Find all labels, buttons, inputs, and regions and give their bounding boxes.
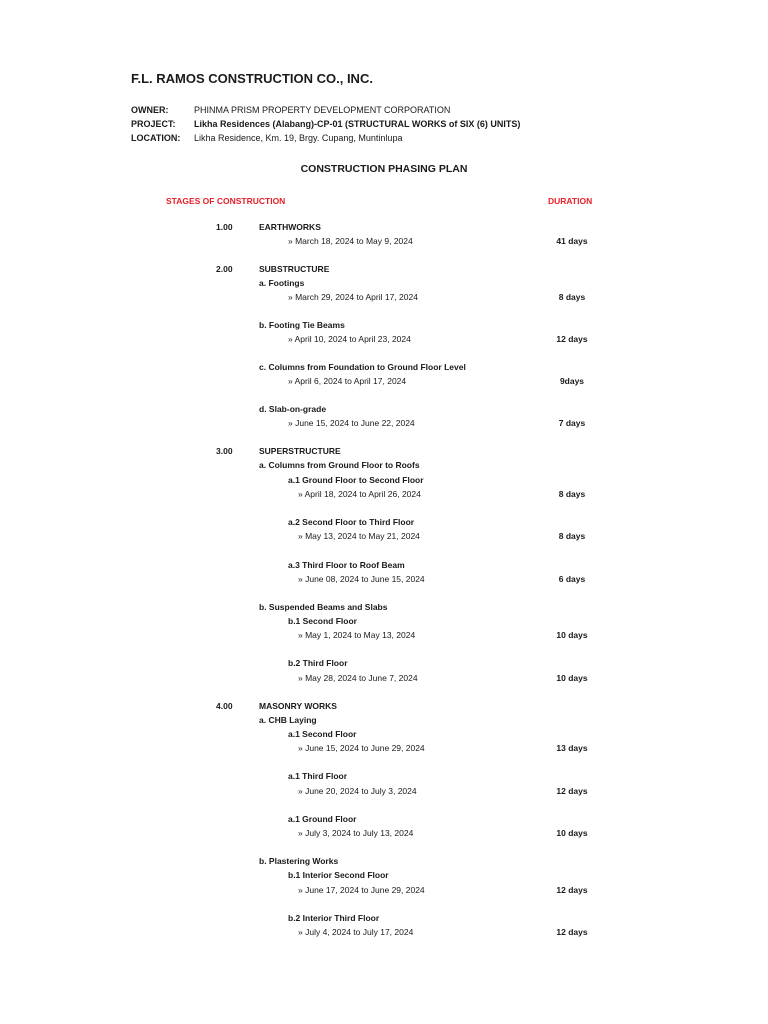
phase-row — [0, 913, 768, 927]
phase-row — [0, 362, 768, 376]
phase-row — [0, 376, 768, 390]
stage-label: a.1 Third Floor — [288, 771, 348, 781]
stage-label: a. CHB Laying — [259, 715, 317, 725]
project-value: Likha Residences (Alabang)-CP-01 (STRUCTURAL WORKS of SIX (6) UNITS) — [194, 119, 521, 129]
phase-row — [0, 814, 768, 828]
phase-row — [0, 460, 768, 474]
date-range: » June 15, 2024 to June 22, 2024 — [288, 418, 415, 428]
phase-row — [0, 531, 768, 545]
owner-label: OWNER: — [131, 105, 169, 115]
stage-label: b.1 Interior Second Floor — [288, 870, 389, 880]
phase-row — [0, 320, 768, 334]
phase-row — [0, 334, 768, 348]
phase-row — [0, 701, 768, 715]
stage-label: b.2 Interior Third Floor — [288, 913, 380, 923]
phase-row — [0, 729, 768, 743]
date-range: » June 20, 2024 to July 3, 2024 — [298, 786, 417, 796]
phase-row — [0, 828, 768, 842]
date-range: » May 1, 2024 to May 13, 2024 — [298, 630, 416, 640]
date-range: » March 18, 2024 to May 9, 2024 — [288, 236, 413, 246]
phase-row — [0, 418, 768, 432]
duration-value: 9days — [559, 376, 585, 386]
stage-number: 3.00 — [216, 446, 233, 456]
stage-label: SUPERSTRUCTURE — [259, 446, 341, 456]
location-value: Likha Residence, Km. 19, Brgy. Cupang, Muntinlupa — [194, 133, 403, 143]
stage-label: c. Columns from Foundation to Ground Floor Level — [259, 362, 466, 372]
duration-value: 41 days — [556, 236, 588, 246]
phase-row — [0, 292, 768, 306]
date-range: » March 29, 2024 to April 17, 2024 — [288, 292, 418, 302]
stage-label: a.3 Third Floor to Roof Beam — [288, 560, 405, 570]
duration-column-header: DURATION — [548, 196, 593, 206]
stage-label: b. Footing Tie Beams — [259, 320, 345, 330]
stage-label: a.2 Second Floor to Third Floor — [288, 517, 415, 527]
stage-label: a. Footings — [259, 278, 305, 288]
stage-label: EARTHWORKS — [259, 222, 321, 232]
phase-row — [0, 885, 768, 899]
duration-value: 10 days — [556, 673, 588, 683]
date-range: » May 28, 2024 to June 7, 2024 — [298, 673, 418, 683]
phase-row — [0, 715, 768, 729]
duration-value: 6 days — [558, 574, 586, 584]
stage-label: a.1 Ground Floor — [288, 814, 357, 824]
duration-value: 7 days — [558, 418, 586, 428]
phase-row — [0, 771, 768, 785]
phase-row — [0, 264, 768, 278]
phase-row — [0, 574, 768, 588]
stage-label: a.1 Second Floor — [288, 729, 357, 739]
phase-row — [0, 489, 768, 503]
company-name: F.L. RAMOS CONSTRUCTION CO., INC. — [131, 71, 373, 86]
date-range: » July 3, 2024 to July 13, 2024 — [298, 828, 414, 838]
duration-value: 8 days — [558, 531, 586, 541]
duration-value: 12 days — [556, 334, 588, 344]
duration-value: 12 days — [556, 885, 588, 895]
stages-column-header: STAGES OF CONSTRUCTION — [166, 196, 286, 206]
stage-number: 2.00 — [216, 264, 233, 274]
phase-row — [0, 630, 768, 644]
phase-row — [0, 658, 768, 672]
stage-label: b. Suspended Beams and Slabs — [259, 602, 388, 612]
date-range: » April 10, 2024 to April 23, 2024 — [288, 334, 411, 344]
date-range: » April 18, 2024 to April 26, 2024 — [298, 489, 421, 499]
duration-value: 10 days — [556, 828, 588, 838]
phase-row — [0, 602, 768, 616]
stage-number: 4.00 — [216, 701, 233, 711]
stage-label: d. Slab-on-grade — [259, 404, 327, 414]
phase-row — [0, 560, 768, 574]
duration-value: 12 days — [556, 786, 588, 796]
date-range: » June 17, 2024 to June 29, 2024 — [298, 885, 425, 895]
duration-value: 12 days — [556, 927, 588, 937]
stage-number: 1.00 — [216, 222, 233, 232]
phase-row — [0, 236, 768, 250]
owner-value: PHINMA PRISM PROPERTY DEVELOPMENT CORPORATION — [194, 105, 451, 115]
phase-row — [0, 517, 768, 531]
phase-row — [0, 673, 768, 687]
duration-value: 8 days — [558, 489, 586, 499]
phase-row — [0, 475, 768, 489]
stage-label: SUBSTRUCTURE — [259, 264, 330, 274]
duration-value: 8 days — [558, 292, 586, 302]
phase-row — [0, 278, 768, 292]
phase-row — [0, 856, 768, 870]
phase-row — [0, 404, 768, 418]
stage-label: b.2 Third Floor — [288, 658, 348, 668]
stage-label: b.1 Second Floor — [288, 616, 357, 626]
duration-value: 10 days — [556, 630, 588, 640]
date-range: » July 4, 2024 to July 17, 2024 — [298, 927, 414, 937]
phase-row — [0, 786, 768, 800]
date-range: » April 6, 2024 to April 17, 2024 — [288, 376, 407, 386]
phase-row — [0, 927, 768, 941]
document-title: CONSTRUCTION PHASING PLAN — [300, 163, 468, 175]
date-range: » June 15, 2024 to June 29, 2024 — [298, 743, 425, 753]
phase-row — [0, 616, 768, 630]
stage-label: a.1 Ground Floor to Second Floor — [288, 475, 424, 485]
location-label: LOCATION: — [131, 133, 181, 143]
phase-row — [0, 743, 768, 757]
stage-label: a. Columns from Ground Floor to Roofs — [259, 460, 420, 470]
date-range: » June 08, 2024 to June 15, 2024 — [298, 574, 425, 584]
phase-row — [0, 222, 768, 236]
duration-value: 13 days — [556, 743, 588, 753]
phase-row — [0, 870, 768, 884]
date-range: » May 13, 2024 to May 21, 2024 — [298, 531, 420, 541]
stage-label: b. Plastering Works — [259, 856, 339, 866]
phase-row — [0, 446, 768, 460]
project-label: PROJECT: — [131, 119, 176, 129]
stage-label: MASONRY WORKS — [259, 701, 337, 711]
